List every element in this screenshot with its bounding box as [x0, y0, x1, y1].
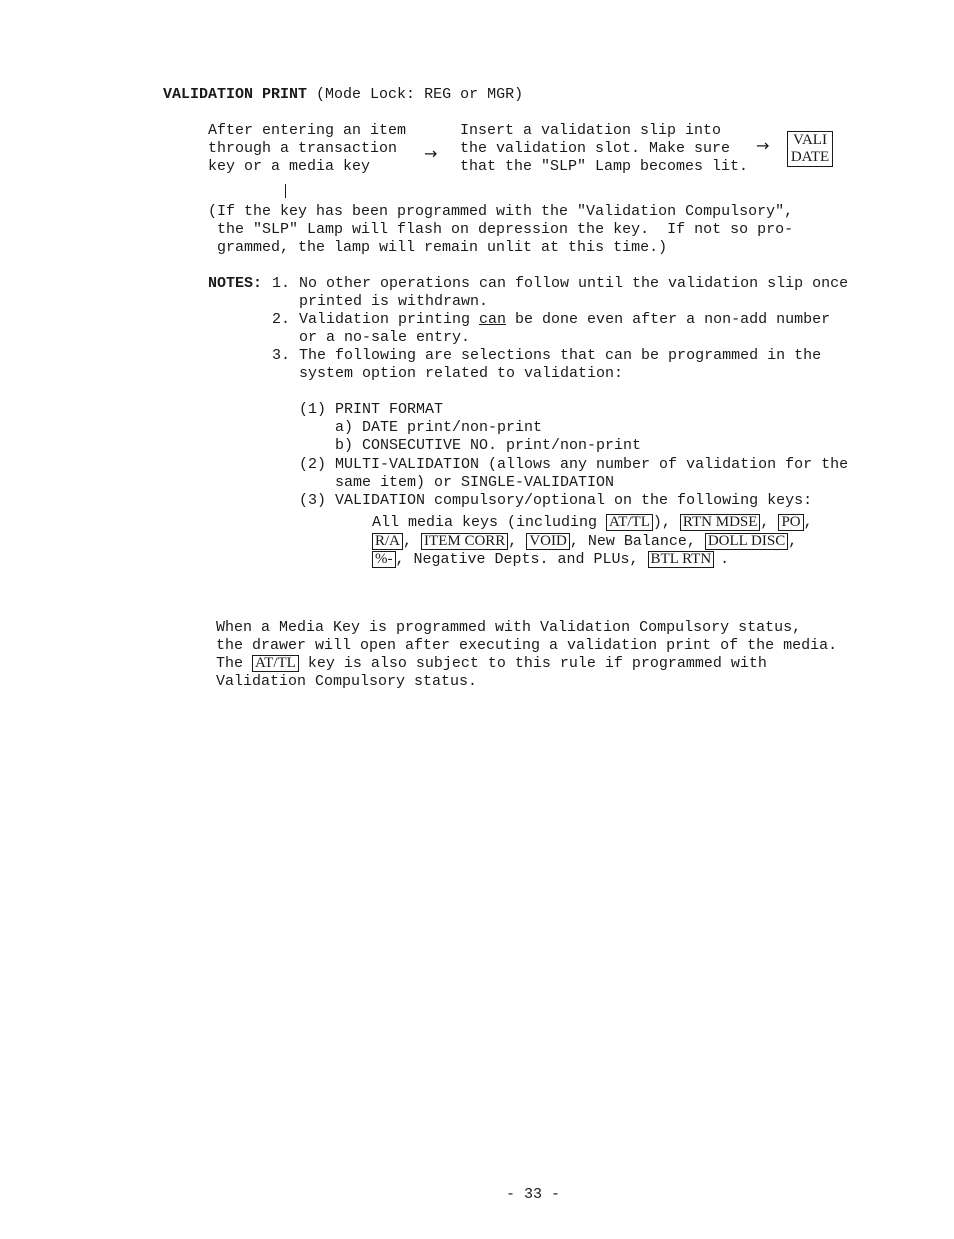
closing-line: the drawer will open after executing a validation print of the media. — [216, 637, 838, 654]
keys-list-line-3 — [372, 551, 729, 569]
keys-list-text: ), — [652, 514, 680, 531]
closing-line — [216, 655, 837, 673]
flow-step-2 — [460, 122, 748, 176]
keys-list-text: , — [508, 533, 527, 550]
note-2-number: 2. — [272, 311, 291, 328]
note-3-line: system option related to validation: — [299, 365, 624, 382]
flow-step-1-line: through a transaction — [208, 140, 398, 157]
note-3-line: The following are selections that can be programmed in the — [299, 347, 822, 364]
note-3-number: 3. — [272, 347, 291, 364]
closing-text: key is also subject to this rule if programmed with — [298, 655, 767, 672]
ra-key: R/A — [372, 533, 403, 550]
option-date-print: a) DATE print/non-print — [335, 419, 543, 436]
closing-paragraph — [216, 619, 837, 691]
validate-key — [787, 131, 833, 167]
keys-list-line-2 — [372, 533, 797, 551]
validate-key-top: VALI — [793, 132, 827, 148]
note-2-text: be done even after a non-add number — [506, 311, 831, 328]
note-2-line — [299, 311, 830, 329]
note-1-number: 1. — [272, 275, 291, 292]
heading-mode: (Mode Lock: REG or MGR) — [316, 86, 524, 103]
note-2-line: or a no-sale entry. — [299, 329, 471, 346]
option-validation-compulsory: (3) VALIDATION compulsory/optional on the following keys: — [299, 492, 813, 509]
at-tl-key: AT/TL — [252, 655, 299, 672]
keys-list-text: , New Balance, — [569, 533, 705, 550]
arrow-right-icon: → — [756, 136, 770, 155]
at-tl-key: AT/TL — [606, 514, 653, 531]
keys-list-text: . — [720, 551, 730, 568]
validate-key-bottom: DATE — [790, 149, 830, 165]
programming-note-line: (If the key has been programmed with the "Validation Compulsory", — [208, 203, 794, 220]
programming-note — [208, 203, 793, 257]
option-multi-validation-cont: same item) or SINGLE-VALIDATION — [335, 474, 615, 491]
keys-list-text: , — [788, 533, 798, 550]
flow-step-2-line: the validation slot. Make sure — [460, 140, 731, 157]
keys-list-text: , — [760, 514, 779, 531]
flow-step-2-line: Insert a validation slip into — [460, 122, 722, 139]
option-consecutive-print: b) CONSECUTIVE NO. print/non-print — [335, 437, 642, 454]
notes-label: NOTES: — [208, 275, 263, 292]
note-1-line: No other operations can follow until the validation slip once — [299, 275, 849, 292]
flow-connector-line — [285, 184, 286, 198]
percent-minus-key: %- — [372, 551, 396, 568]
closing-line: Validation Compulsory status. — [216, 673, 478, 690]
po-key: PO — [778, 514, 803, 531]
note-2-text: Validation printing — [299, 311, 480, 328]
btl-rtn-key: BTL RTN — [648, 551, 715, 568]
keys-list-text: , — [403, 533, 422, 550]
note-3 — [299, 347, 821, 383]
note-1 — [299, 275, 848, 311]
keys-list-text: , Negative Depts. and PLUs, — [395, 551, 648, 568]
programming-note-line: the "SLP" Lamp will flash on depression the key. If not so pro- — [208, 221, 794, 238]
flow-step-2-line: that the "SLP" Lamp becomes lit. — [460, 158, 749, 175]
arrow-right-icon: → — [424, 144, 438, 163]
note-1-line: printed is withdrawn. — [299, 293, 489, 310]
heading-title: VALIDATION PRINT — [163, 86, 308, 103]
flow-step-1-line: key or a media key — [208, 158, 371, 175]
flow-step-1 — [208, 122, 406, 176]
note-2-emphasis: can — [479, 311, 507, 328]
closing-text: The — [216, 655, 253, 672]
option-multi-validation: (2) MULTI-VALIDATION (allows any number of validation for the — [299, 456, 849, 473]
note-2 — [299, 311, 830, 347]
option-print-format: (1) PRINT FORMAT — [299, 401, 444, 418]
item-corr-key: ITEM CORR — [421, 533, 508, 550]
flow-step-1-line: After entering an item — [208, 122, 407, 139]
section-heading — [163, 86, 523, 104]
doll-disc-key: DOLL DISC — [705, 533, 788, 550]
programming-note-line: grammed, the lamp will remain unlit at this time.) — [208, 239, 668, 256]
keys-list-text: All media keys (including — [372, 514, 607, 531]
closing-line: When a Media Key is programmed with Validation Compulsory status, — [216, 619, 802, 636]
rtn-mdse-key: RTN MDSE — [680, 514, 761, 531]
void-key: VOID — [526, 533, 570, 550]
keys-list-text: , — [803, 514, 813, 531]
page-number: - 33 - — [506, 1186, 561, 1203]
keys-list-line-1 — [372, 514, 813, 532]
